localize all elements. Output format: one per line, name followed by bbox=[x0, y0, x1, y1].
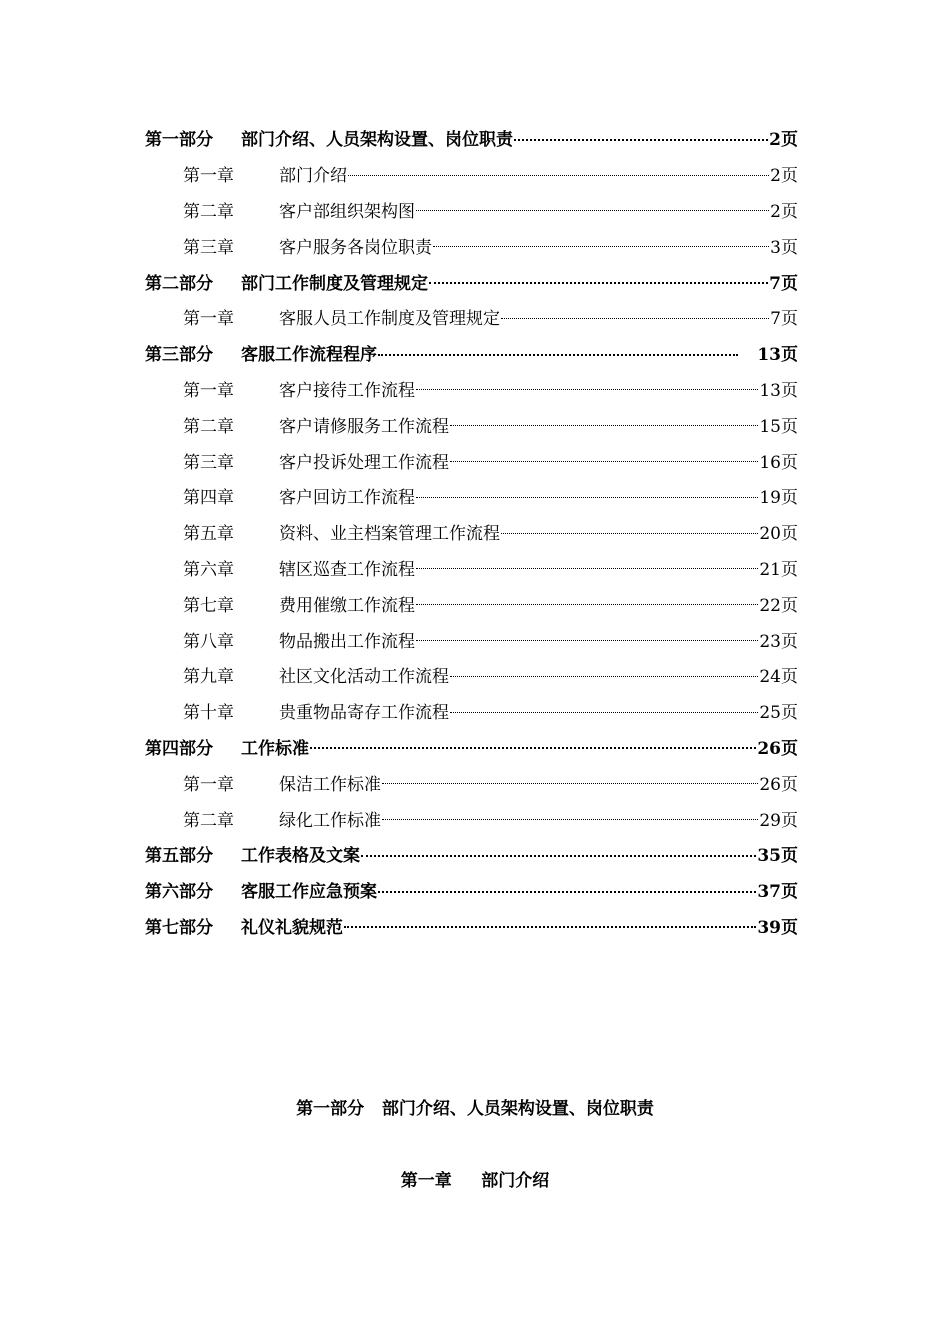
toc-part-entry[interactable] bbox=[0, 335, 950, 371]
toc-entry-page: 20页 bbox=[759, 524, 798, 545]
toc-entry-page: 37页 bbox=[757, 882, 798, 903]
toc-entry-number: 第一章 bbox=[183, 166, 234, 187]
toc-entry-title: 客户回访工作流程 bbox=[279, 488, 415, 509]
toc-leader-dots bbox=[378, 880, 756, 900]
toc-entry-page: 7页 bbox=[770, 309, 798, 330]
toc-entry-title: 部门工作制度及管理规定 bbox=[241, 273, 428, 294]
toc-entry-page: 25页 bbox=[759, 703, 798, 724]
toc-leader-dots bbox=[348, 164, 769, 184]
toc-entry-page: 24页 bbox=[759, 667, 798, 688]
part-heading: 第一部分 部门介绍、人员架构设置、岗位职责 bbox=[296, 1099, 654, 1119]
toc-leader-dots bbox=[382, 808, 758, 828]
toc-leader-dots bbox=[310, 736, 756, 756]
toc-entry-number: 第二章 bbox=[183, 201, 234, 222]
toc-leader-dots bbox=[344, 915, 756, 935]
toc-leader-dots bbox=[416, 593, 758, 613]
toc-chapter-entry[interactable] bbox=[0, 514, 950, 550]
toc-entry-title: 资料、业主档案管理工作流程 bbox=[279, 524, 500, 545]
toc-entry-number: 第六部分 bbox=[145, 882, 213, 903]
toc-leader-dots bbox=[416, 557, 758, 577]
toc-entry-title: 保洁工作标准 bbox=[279, 774, 381, 795]
toc-entry-page: 22页 bbox=[759, 595, 798, 616]
toc-part-entry[interactable] bbox=[0, 729, 950, 765]
toc-chapter-entry[interactable] bbox=[0, 621, 950, 657]
toc-leader-dots bbox=[416, 486, 758, 506]
toc-entry-title: 社区文化活动工作流程 bbox=[279, 667, 449, 688]
toc-entry-title: 部门介绍 bbox=[279, 166, 347, 187]
toc-entry-page: 2页 bbox=[770, 166, 798, 187]
toc-entry-title: 客服工作流程程序 bbox=[241, 345, 377, 366]
toc-entry-page: 2页 bbox=[769, 130, 798, 151]
toc-leader-dots bbox=[378, 343, 738, 363]
toc-part-entry[interactable] bbox=[0, 120, 950, 156]
toc-entry-page: 21页 bbox=[759, 559, 798, 580]
toc-chapter-entry[interactable] bbox=[0, 299, 950, 335]
toc-entry-number: 第八章 bbox=[183, 631, 234, 652]
toc-entry-number: 第七部分 bbox=[145, 917, 213, 938]
toc-entry-number: 第二章 bbox=[183, 810, 234, 831]
toc-entry-page: 35页 bbox=[757, 846, 798, 867]
toc-entry-number: 第三部分 bbox=[145, 345, 213, 366]
toc-chapter-entry[interactable] bbox=[0, 550, 950, 586]
toc-chapter-entry[interactable] bbox=[0, 657, 950, 693]
toc-leader-dots bbox=[450, 414, 758, 434]
toc-chapter-entry[interactable] bbox=[0, 693, 950, 729]
toc-entry-title: 工作标准 bbox=[241, 738, 309, 759]
toc-chapter-entry[interactable] bbox=[0, 156, 950, 192]
toc-entry-page: 26页 bbox=[757, 738, 798, 759]
toc-entry-title: 辖区巡查工作流程 bbox=[279, 559, 415, 580]
toc-entry-page: 2页 bbox=[770, 201, 798, 222]
toc-entry-number: 第九章 bbox=[183, 667, 234, 688]
toc-entry-number: 第七章 bbox=[183, 595, 234, 616]
toc-part-entry[interactable] bbox=[0, 836, 950, 872]
toc-leader-dots bbox=[433, 235, 769, 255]
toc-entry-number: 第三章 bbox=[183, 237, 234, 258]
toc-chapter-entry[interactable] bbox=[0, 227, 950, 263]
toc-chapter-entry[interactable] bbox=[0, 585, 950, 621]
toc-entry-page: 13页 bbox=[759, 380, 798, 401]
toc-entry-title: 礼仪礼貌规范 bbox=[241, 917, 343, 938]
toc-entry-number: 第一部分 bbox=[145, 130, 213, 151]
toc-entry-page: 7页 bbox=[769, 273, 798, 294]
toc-leader-dots bbox=[429, 271, 768, 291]
toc-chapter-entry[interactable] bbox=[0, 764, 950, 800]
toc-entry-title: 客服工作应急预案 bbox=[241, 882, 377, 903]
toc-entry-title: 客户部组织架构图 bbox=[279, 201, 415, 222]
toc-chapter-entry[interactable] bbox=[0, 371, 950, 407]
toc-entry-number: 第六章 bbox=[183, 559, 234, 580]
toc-entry-number: 第五章 bbox=[183, 524, 234, 545]
toc-chapter-entry[interactable] bbox=[0, 478, 950, 514]
toc-leader-dots bbox=[501, 307, 769, 327]
toc-entry-title: 客户投诉处理工作流程 bbox=[279, 452, 449, 473]
toc-chapter-entry[interactable] bbox=[0, 406, 950, 442]
table-of-contents bbox=[0, 120, 950, 943]
toc-entry-page: 39页 bbox=[757, 917, 798, 938]
toc-leader-dots bbox=[416, 378, 758, 398]
toc-leader-dots bbox=[382, 772, 758, 792]
toc-entry-title: 物品搬出工作流程 bbox=[279, 631, 415, 652]
toc-chapter-entry[interactable] bbox=[0, 192, 950, 228]
toc-entry-number: 第二部分 bbox=[145, 273, 213, 294]
toc-leader-dots bbox=[416, 199, 769, 219]
toc-entry-number: 第十章 bbox=[183, 703, 234, 724]
toc-entry-title: 部门介绍、人员架构设置、岗位职责 bbox=[241, 130, 513, 151]
toc-entry-title: 工作表格及文案 bbox=[241, 846, 360, 867]
toc-leader-dots bbox=[416, 629, 758, 649]
toc-entry-number: 第一章 bbox=[183, 380, 234, 401]
toc-entry-title: 客户接待工作流程 bbox=[279, 380, 415, 401]
toc-entry-title: 客服人员工作制度及管理规定 bbox=[279, 309, 500, 330]
chapter-heading: 第一章 部门介绍 bbox=[400, 1171, 550, 1191]
toc-entry-number: 第四部分 bbox=[145, 738, 213, 759]
toc-entry-number: 第一章 bbox=[183, 774, 234, 795]
toc-entry-page: 29页 bbox=[759, 810, 798, 831]
toc-leader-dots bbox=[514, 128, 768, 148]
toc-entry-title: 绿化工作标准 bbox=[279, 810, 381, 831]
toc-leader-dots bbox=[450, 450, 758, 470]
toc-entry-number: 第四章 bbox=[183, 488, 234, 509]
toc-leader-dots bbox=[361, 844, 756, 864]
toc-entry-number: 第一章 bbox=[183, 309, 234, 330]
toc-chapter-entry[interactable] bbox=[0, 800, 950, 836]
toc-part-entry[interactable] bbox=[0, 263, 950, 299]
toc-entry-page: 23页 bbox=[759, 631, 798, 652]
toc-entry-page: 13页 bbox=[757, 345, 798, 366]
toc-entry-page: 15页 bbox=[759, 416, 798, 437]
toc-entry-number: 第三章 bbox=[183, 452, 234, 473]
toc-part-entry[interactable] bbox=[0, 908, 950, 944]
toc-part-entry[interactable] bbox=[0, 872, 950, 908]
toc-entry-title: 贵重物品寄存工作流程 bbox=[279, 703, 449, 724]
toc-entry-title: 客户请修服务工作流程 bbox=[279, 416, 449, 437]
toc-leader-dots bbox=[450, 665, 758, 685]
toc-leader-dots bbox=[501, 522, 758, 542]
toc-chapter-entry[interactable] bbox=[0, 442, 950, 478]
toc-entry-page: 3页 bbox=[770, 237, 798, 258]
toc-entry-title: 客户服务各岗位职责 bbox=[279, 237, 432, 258]
toc-entry-title: 费用催缴工作流程 bbox=[279, 595, 415, 616]
toc-entry-page: 26页 bbox=[759, 774, 798, 795]
toc-entry-number: 第五部分 bbox=[145, 846, 213, 867]
toc-entry-page: 16页 bbox=[759, 452, 798, 473]
toc-entry-page: 19页 bbox=[759, 488, 798, 509]
toc-entry-number: 第二章 bbox=[183, 416, 234, 437]
toc-leader-dots bbox=[450, 701, 758, 721]
